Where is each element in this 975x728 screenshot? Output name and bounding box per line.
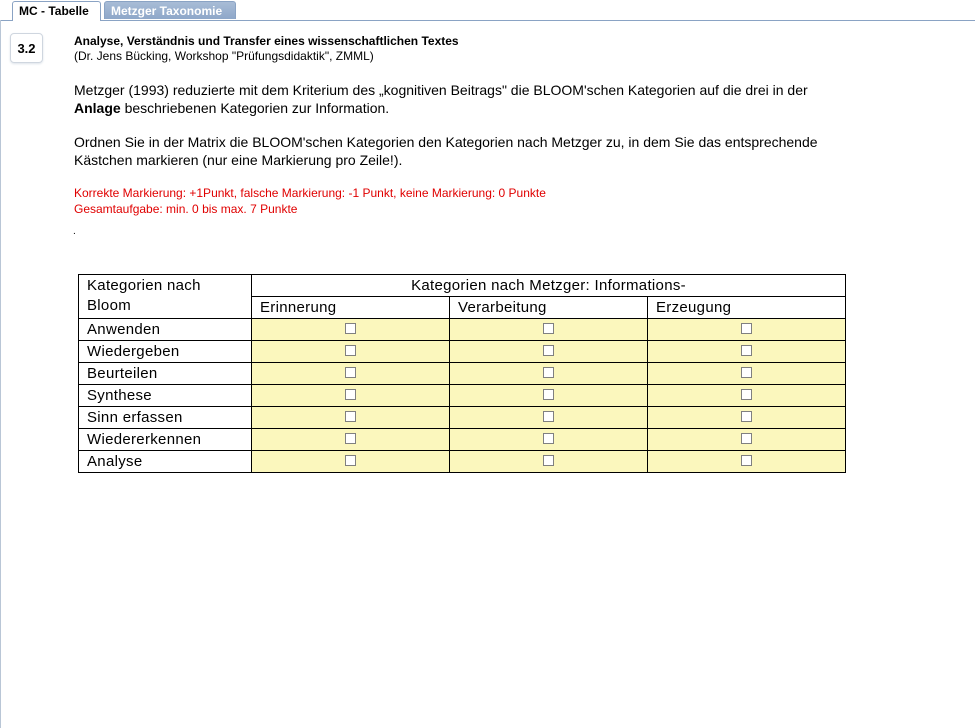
matrix-cell — [252, 407, 450, 429]
scoring-total: Gesamtaufgabe: min. 0 bis max. 7 Punkte — [74, 202, 298, 216]
table-row — [79, 451, 846, 473]
matrix-checkbox[interactable] — [345, 345, 356, 356]
instruction-paragraph: Ordnen Sie in der Matrix die BLOOM'schen Kategorien den Kategorien nach Metzger zu, in dem Sie das entsprechende Kästchen markieren (nur eine Markierung pro Zeile!). — [74, 134, 818, 168]
row-label: Wiedergeben — [79, 341, 252, 363]
matrix-checkbox[interactable] — [345, 455, 356, 466]
column-header-verarbeitung: Verarbeitung — [450, 297, 648, 319]
matrix-cell — [450, 385, 648, 407]
table-row — [79, 319, 846, 341]
question-number-badge: 3.2 — [10, 33, 43, 63]
matrix-checkbox[interactable] — [741, 411, 752, 422]
matrix-cell — [648, 385, 846, 407]
scoring-rule: Korrekte Markierung: +1Punkt, falsche Markierung: -1 Punkt, keine Markierung: 0 Punkte — [74, 186, 546, 200]
table-row — [79, 341, 846, 363]
tab-metzger-taxonomie[interactable]: Metzger Taxonomie — [104, 1, 236, 19]
left-border — [0, 20, 1, 728]
matrix-cell — [450, 429, 648, 451]
matrix-cell — [252, 319, 450, 341]
table-row — [79, 363, 846, 385]
matrix-cell — [648, 407, 846, 429]
matrix-cell — [450, 407, 648, 429]
matrix-cell — [450, 363, 648, 385]
matrix-checkbox[interactable] — [741, 389, 752, 400]
matrix-checkbox[interactable] — [543, 345, 554, 356]
table-row — [79, 407, 846, 429]
row-label: Sinn erfassen — [79, 407, 252, 429]
intro-paragraph — [74, 81, 834, 117]
intro-text-a: Metzger (1993) reduzierte mit dem Kriterium des „kognitiven Beitrags" die BLOOM'schen Kategorien auf die drei in der — [74, 82, 808, 98]
matrix-table — [78, 274, 846, 473]
row-label: Beurteilen — [79, 363, 252, 385]
row-label: Analyse — [79, 451, 252, 473]
stray-dot: . — [73, 226, 76, 237]
matrix-cell — [450, 451, 648, 473]
matrix-cell — [252, 363, 450, 385]
matrix-checkbox[interactable] — [741, 323, 752, 334]
tab-bar — [0, 0, 975, 21]
matrix-checkbox[interactable] — [345, 367, 356, 378]
tab-mc-tabelle[interactable]: MC - Tabelle — [12, 1, 101, 21]
matrix-corner-label: Kategorien nach Bloom — [79, 275, 252, 319]
column-header-erzeugung: Erzeugung — [648, 297, 846, 319]
matrix-cell — [648, 429, 846, 451]
row-label: Anwenden — [79, 319, 252, 341]
matrix-checkbox[interactable] — [543, 411, 554, 422]
matrix-checkbox[interactable] — [345, 323, 356, 334]
question-title: Analyse, Verständnis und Transfer eines wissenschaftlichen Textes — [74, 34, 459, 48]
column-header-erinnerung: Erinnerung — [252, 297, 450, 319]
matrix-checkbox[interactable] — [345, 433, 356, 444]
matrix-checkbox[interactable] — [345, 389, 356, 400]
table-row — [79, 385, 846, 407]
matrix-checkbox[interactable] — [543, 433, 554, 444]
matrix-cell — [252, 385, 450, 407]
matrix-checkbox[interactable] — [741, 345, 752, 356]
row-label: Synthese — [79, 385, 252, 407]
matrix-cell — [450, 319, 648, 341]
matrix-group-header: Kategorien nach Metzger: Informations- — [252, 275, 846, 297]
matrix-checkbox[interactable] — [741, 367, 752, 378]
matrix-cell — [648, 451, 846, 473]
matrix-cell — [648, 319, 846, 341]
matrix-checkbox[interactable] — [741, 433, 752, 444]
matrix-checkbox[interactable] — [741, 455, 752, 466]
question-subtitle: (Dr. Jens Bücking, Workshop "Prüfungsdidaktik", ZMML) — [74, 49, 374, 63]
matrix-checkbox[interactable] — [543, 323, 554, 334]
table-row — [79, 429, 846, 451]
matrix-body — [79, 319, 846, 473]
matrix-cell — [252, 341, 450, 363]
matrix-cell — [252, 429, 450, 451]
matrix-cell — [648, 341, 846, 363]
matrix-checkbox[interactable] — [543, 389, 554, 400]
matrix-checkbox[interactable] — [543, 455, 554, 466]
matrix-checkbox[interactable] — [543, 367, 554, 378]
matrix-cell — [648, 363, 846, 385]
intro-text-b: beschriebenen Kategorien zur Information. — [120, 100, 390, 116]
intro-text-bold: Anlage — [74, 100, 121, 116]
row-label: Wiedererkennen — [79, 429, 252, 451]
matrix-cell — [252, 451, 450, 473]
matrix-checkbox[interactable] — [345, 411, 356, 422]
matrix-cell — [450, 341, 648, 363]
